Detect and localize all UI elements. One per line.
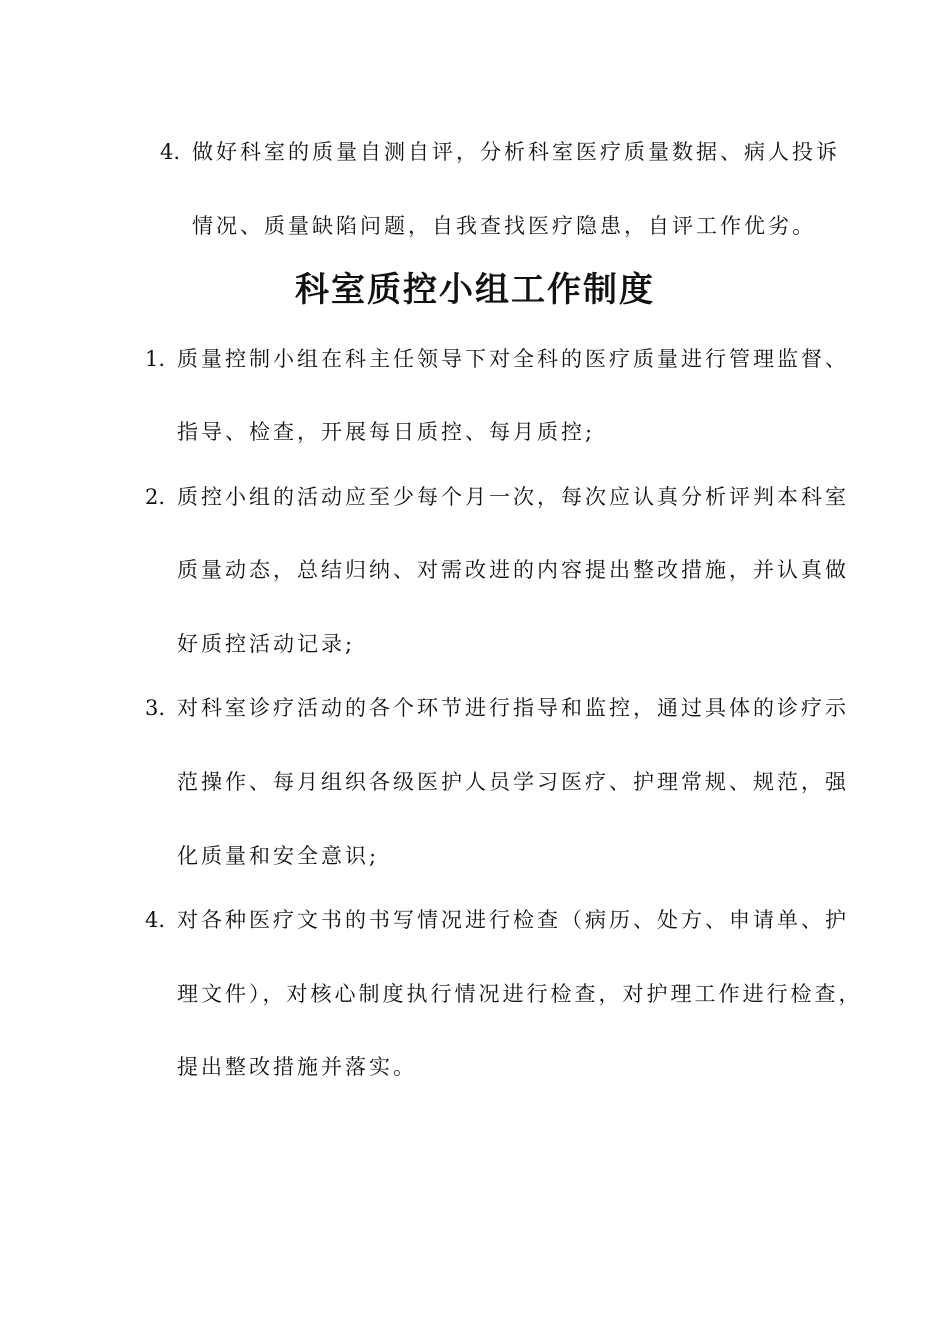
item-1-line-1 (145, 345, 849, 373)
item-2-line-1 (145, 483, 849, 511)
section-title: 科室质控小组工作制度 (295, 270, 655, 310)
item-3-line-3: 化质量和安全意识; (177, 844, 380, 868)
item-4-number: 4. (145, 908, 166, 932)
item-3-line-1 (145, 694, 849, 722)
item-3-number: 3. (145, 696, 166, 720)
item-4-line-1 (145, 906, 849, 934)
item-1-number: 1. (145, 347, 166, 371)
item-2-line-3: 好质控活动记录; (177, 632, 356, 656)
prev-item-4-line-1 (160, 138, 840, 166)
item-1-line-2: 指导、检查，开展每日质控、每月质控; (177, 420, 596, 444)
item-1-text-1: 质量控制小组在科主任领导下对全科的医疗质量进行管理监督、 (177, 347, 849, 371)
item-2-line-2: 质量动态，总结归纳、对需改进的内容提出整改措施，并认真做 (177, 558, 849, 582)
item-3-line-2: 范操作、每月组织各级医护人员学习医疗、护理常规、规范，强 (177, 770, 849, 794)
item-4-text-1: 对各种医疗文书的书写情况进行检查（病历、处方、申请单、护 (177, 908, 849, 932)
item-2-text-1: 质控小组的活动应至少每个月一次，每次应认真分析评判本科室 (177, 485, 849, 509)
item-3-text-1: 对科室诊疗活动的各个环节进行指导和监控，通过具体的诊疗示 (177, 696, 849, 720)
prev-item-text: 做好科室的质量自测自评，分析科室医疗质量数据、病人投诉 (192, 140, 840, 164)
item-2-number: 2. (145, 485, 166, 509)
item-4-line-3: 提出整改措施并落实。 (177, 1055, 417, 1079)
item-4-line-2: 理文件），对核心制度执行情况进行检查，对护理工作进行检查， (177, 982, 863, 1006)
prev-item-number: 4. (160, 140, 181, 164)
prev-item-4-line-2: 情况、质量缺陷问题，自我查找医疗隐患，自评工作优劣。 (192, 214, 816, 238)
